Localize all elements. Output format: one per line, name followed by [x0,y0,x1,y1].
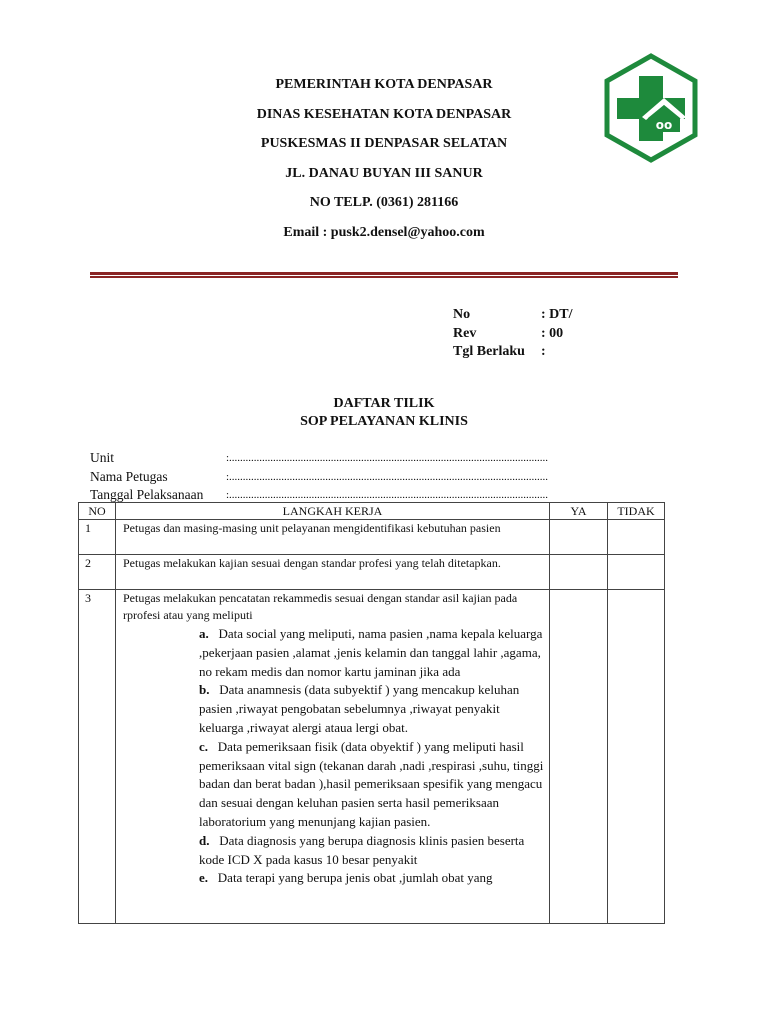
column-header-tidak: TIDAK [608,503,665,520]
sub-item-text: Data anamnesis (data subyektif ) yang mencakup keluhan pasien ,riwayat pengobatan sebelumnya ,riwayat penyakit keluarga ,riwayat alergi ataua lergi obat. [199,682,520,735]
meta-label-rev: Rev [453,325,477,341]
document-title: DAFTAR TILIK [333,396,435,411]
meta-value-date: : [541,344,546,359]
sub-item-text: Data terapi yang berupa jenis obat ,jumlah obat yang [217,870,493,886]
header-line-phone: NO TELP. (0361) 281166 [309,195,459,210]
checkbox-cell-tidak[interactable] [608,590,665,924]
sub-item [199,738,545,832]
puskesmas-logo-icon [602,52,700,164]
row-step-cell [116,590,550,924]
letterhead [160,74,608,251]
header-line-clinic: PUSKESMAS II DENPASAR SELATAN [260,136,508,151]
meta-value-rev: : 00 [541,325,564,341]
column-header-ya: YA [550,503,608,520]
sub-item-text: Data diagnosis yang berupa diagnosis klinis pasien beserta kode ICD X pada kasus 10 besar penyakit [199,832,525,867]
field-unit-blank[interactable]: :.................................................................................................................... [226,452,549,464]
row-step-text: Petugas melakukan pencatatan rekammedis sesuai dengan standar asil kajian pada rprofesi atau yang meliputi [123,591,518,622]
document-subtitle: SOP PELAYANAN KLINIS [300,414,468,429]
meta-label-no: No [453,307,471,322]
column-header-no: NO [79,503,116,520]
row-step-text: Petugas dan masing-masing unit pelayanan mengidentifikasi kebutuhan pasien [116,520,550,555]
row-number: 3 [79,590,116,924]
sub-item [199,681,545,737]
sub-item-list [199,623,545,888]
field-petugas-blank[interactable]: :.................................................................................................................... [226,470,549,483]
table-row [79,590,665,924]
header-line-government: PEMERINTAH KOTA DENPASAR [275,77,493,92]
svg-text:oo: oo [655,118,673,132]
checkbox-cell-tidak[interactable] [608,520,665,555]
sub-item-marker: a. [199,626,209,641]
sub-item-text: Data pemeriksaan fisik (data obyektif ) yang meliputi hasil pemeriksaan vital sign (tekanan darah ,nadi ,respirasi ,suhu, tinggi badan dan berat badan ),hasil pemeriksaan spesifik yang mengacu dan sesuai dengan keluhan pasien serta hasil pemeriksaan laboratorium yang menunjang kajian pasien. [199,738,544,829]
row-number: 2 [79,555,116,590]
field-label-unit: Unit [90,450,115,465]
sub-item [199,832,545,870]
header-line-email: Email : pusk2.densel@yahoo.com [283,224,485,240]
header-line-address: JL. DANAU BUYAN III SANUR [285,165,483,181]
row-step-text: Petugas melakukan kajian sesuai dengan standar profesi yang telah ditetapkan. [116,555,550,590]
table-header-row [79,503,665,520]
sub-item [199,625,545,681]
header-divider [90,272,678,275]
checkbox-cell-tidak[interactable] [608,555,665,590]
sub-item-marker: d. [199,832,210,848]
document-meta [453,306,573,362]
sub-item-marker: c. [199,738,209,754]
table-row [79,520,665,555]
field-tanggal-blank[interactable]: :.................................................................................................................... [226,489,549,501]
checkbox-cell-ya[interactable] [550,520,608,555]
meta-label-date: Tgl Berlaku [453,344,525,359]
header-line-department: DINAS KESEHATAN KOTA DENPASAR [256,106,512,122]
sub-item-marker: b. [199,682,210,698]
column-header-langkah: LANGKAH KERJA [116,503,550,520]
row-number: 1 [79,520,116,555]
sub-item-marker: e. [199,870,209,886]
header-divider-thin [90,276,678,278]
table-row [79,555,665,590]
form-fields [90,449,638,505]
sub-item-text: Data social yang meliputi, nama pasien ,nama kepala keluarga ,pekerjaan pasien ,alamat ,jenis kelamin dan tanggal lahir ,agama, no rekam medis dan nomor kartu jaminan jika ada [199,626,543,679]
meta-value-no: : DT/ [541,307,573,322]
field-label-tanggal: Tanggal Pelaksanaan [90,487,204,502]
checklist-table [78,502,665,924]
checkbox-cell-ya[interactable] [550,555,608,590]
field-label-petugas: Nama Petugas [90,468,168,484]
checkbox-cell-ya[interactable] [550,590,608,924]
sub-item [199,869,545,888]
